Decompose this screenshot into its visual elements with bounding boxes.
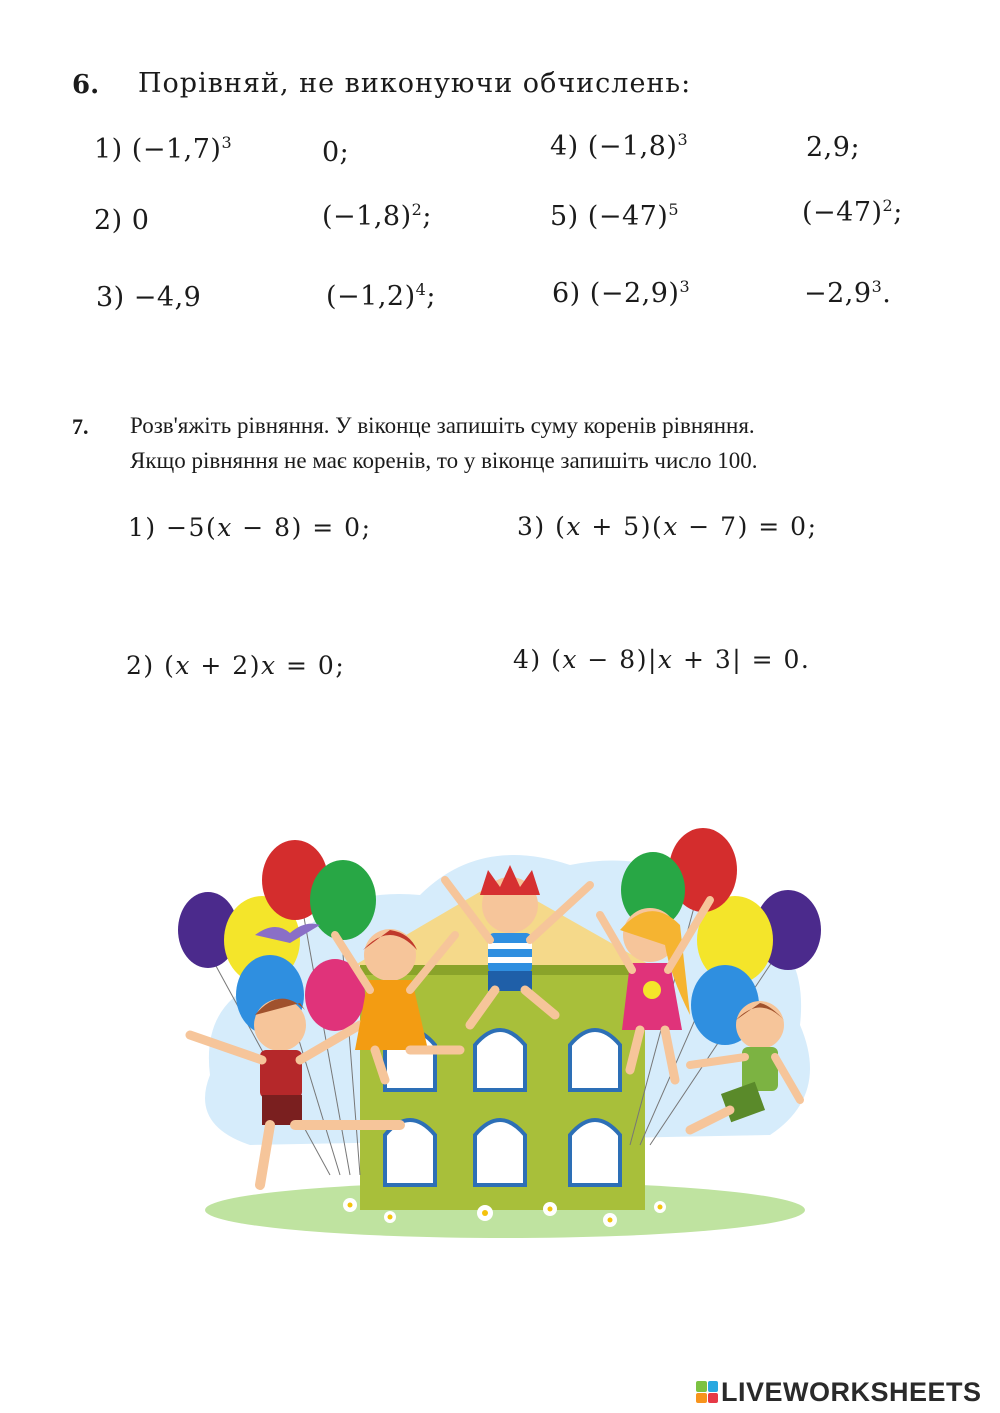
exercise-7-number: 7.: [72, 414, 89, 439]
ex6-item-2-left: 2) 0: [94, 205, 150, 236]
exercise-6-number: 6.: [72, 70, 100, 100]
ex6-item-4-left: 4) $(-1,8)^3$: [550, 130, 689, 162]
illustration-svg: [170, 825, 835, 1245]
exercise-7-instruction-line-1: Розв'яжіть рівняння. У віконце запишіть суму коренів рівняння.: [130, 413, 755, 438]
liveworksheets-logo-icon: [696, 1381, 718, 1403]
liveworksheets-brand: LIVEWORKSHEETS: [721, 1376, 982, 1407]
window: [570, 1120, 620, 1185]
ex6-item-2-right: $(-1,8)^2$;: [322, 200, 432, 232]
ex7-equation-3: 3) (x + 5)(x − 7) = 0;: [517, 512, 818, 541]
kids-balloons-house-illustration: [170, 825, 835, 1245]
exercise-6-title: Порівняй, не виконуючи обчислень:: [138, 68, 692, 99]
liveworksheets-logo: [696, 1378, 982, 1406]
ex6-item-3-right: $(-1,2)^4$;: [326, 280, 436, 312]
exercise-7-instruction-line-2: Якщо рівняння не має коренів, то у віконце запишіть число 100.: [130, 448, 758, 473]
ex6-item-1-left: 1) $(-1,7)^3$: [94, 133, 233, 165]
balloon-green-left: [310, 860, 376, 940]
window: [475, 1120, 525, 1185]
ex6-item-3-left: 3) −4,9: [96, 282, 202, 313]
ex7-equation-1: 1) −5(x − 8) = 0;: [128, 513, 372, 542]
ex7-equation-2: 2) (x + 2)x = 0;: [126, 651, 346, 680]
ex6-item-4-right: 2,9;: [806, 132, 861, 163]
ex6-item-5-right: $(-47)^2$;: [802, 196, 903, 228]
window: [475, 1030, 525, 1090]
window: [570, 1030, 620, 1090]
ex6-item-6-left: 6) $(-2,9)^3$: [552, 277, 691, 309]
ex6-item-6-right: $-2,9^3$.: [804, 277, 892, 309]
ex7-equation-4: 4) (x − 8)|x + 3| = 0.: [513, 645, 811, 674]
ex6-item-5-left: 5) $(-47)^5$: [550, 200, 680, 232]
ex6-item-1-right: 0;: [322, 137, 350, 168]
